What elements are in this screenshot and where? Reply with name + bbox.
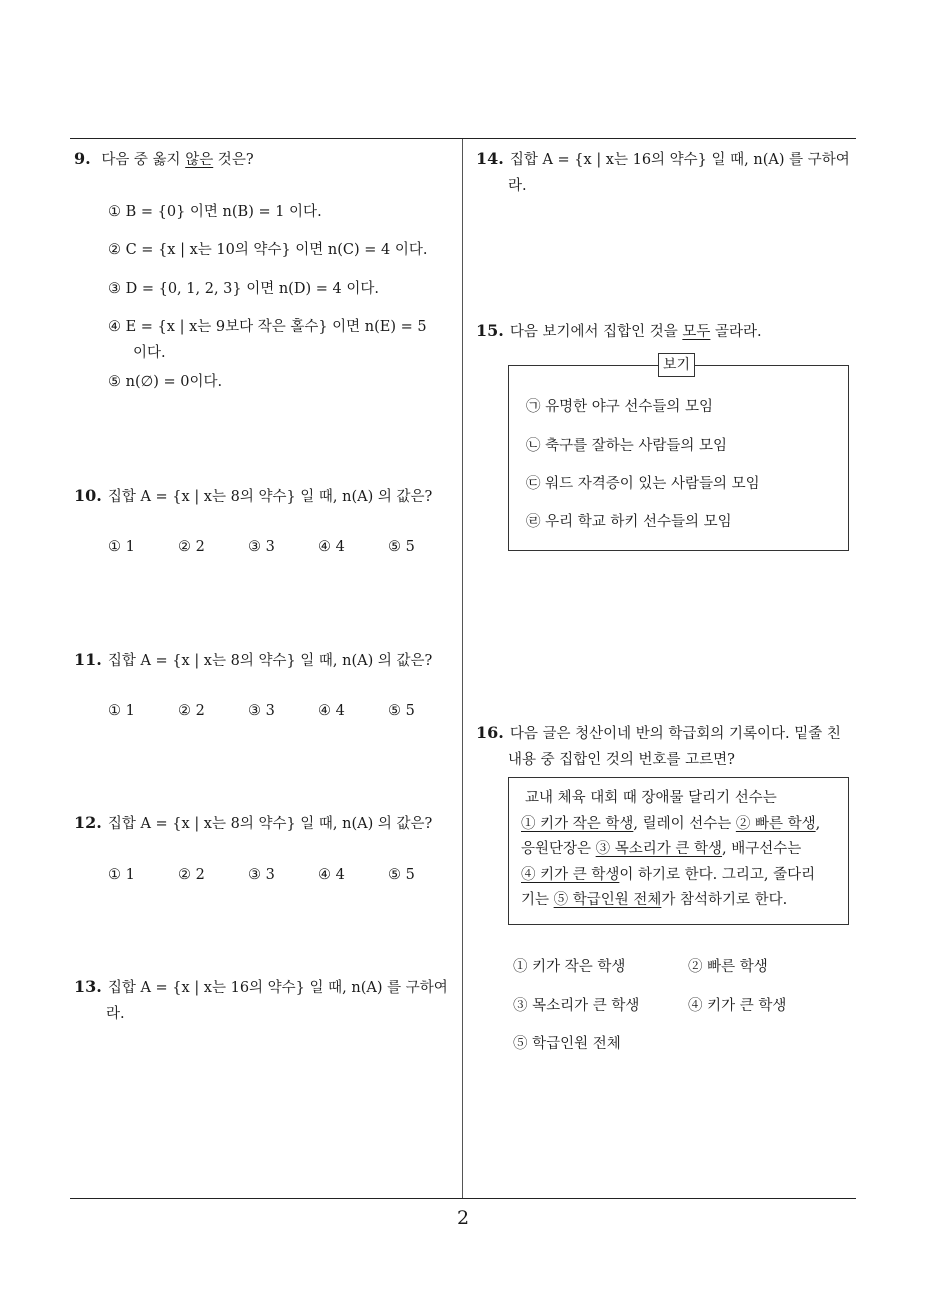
option-3[interactable]: ③ D = {0, 1, 2, 3} 이면 n(D) = 4 이다. bbox=[108, 281, 379, 297]
question-text: 집합 A = {x | x는 16의 약수} 일 때, n(A) 를 구하여 bbox=[107, 980, 448, 996]
option-4[interactable]: ④ 키가 큰 학생 bbox=[688, 998, 787, 1014]
question-text: 집합 A = {x | x는 16의 약수} 일 때, n(A) 를 구하여 bbox=[509, 152, 850, 168]
passage-text: , 릴레이 선수는 bbox=[633, 815, 736, 832]
passage-underlined: ④ 키가 큰 학생 bbox=[521, 866, 620, 883]
option-1[interactable]: ① 1 bbox=[108, 867, 135, 883]
passage-text: 교내 체육 대회 때 장애물 달리기 선수는 bbox=[525, 790, 777, 806]
bogi-item-2: ㉡ 축구를 잘하는 사람들의 모임 bbox=[526, 438, 728, 454]
question-text-underlined: 모두 bbox=[682, 324, 711, 340]
option-5[interactable]: ⑤ n(∅) = 0이다. bbox=[108, 374, 223, 390]
passage-underlined: ③ 목소리가 큰 학생 bbox=[595, 841, 723, 857]
option-3[interactable]: ③ 3 bbox=[248, 539, 275, 555]
option-3[interactable]: ③ 목소리가 큰 학생 bbox=[513, 998, 640, 1014]
passage-underlined: ② 빠른 학생 bbox=[735, 815, 816, 832]
question-15 bbox=[476, 318, 762, 345]
passage-underlined: ① 키가 작은 학생 bbox=[521, 815, 634, 832]
passage-underlined: ⑤ 학급인원 전체 bbox=[553, 892, 662, 908]
option-2[interactable]: ② 2 bbox=[178, 539, 205, 555]
passage-text: 이 하기로 한다. 그리고, 줄다리 bbox=[619, 866, 816, 883]
option-5[interactable]: ⑤ 5 bbox=[388, 703, 415, 719]
passage-text: 응원단장은 bbox=[521, 841, 596, 857]
question-text: 집합 A = {x | x는 8의 약수} 일 때, n(A) 의 값은? bbox=[107, 653, 433, 669]
question-number: 13. bbox=[74, 977, 102, 996]
question-text: 골라라. bbox=[710, 324, 762, 340]
question-11-options bbox=[108, 700, 458, 722]
question-text: 다음 보기에서 집합인 것을 bbox=[509, 324, 683, 340]
question-number: 15. bbox=[476, 321, 504, 340]
option-1[interactable]: ① 1 bbox=[108, 539, 135, 555]
question-text: 다음 글은 청산이네 반의 학급회의 기록이다. 밑줄 친 bbox=[509, 726, 841, 742]
question-text: 다음 중 옳지 bbox=[101, 152, 186, 168]
bogi-item-3: ㉢ 워드 자격증이 있는 사람들의 모임 bbox=[526, 476, 760, 492]
bottom-rule bbox=[70, 1198, 856, 1199]
option-5[interactable]: ⑤ 5 bbox=[388, 867, 415, 883]
passage-text: 기는 bbox=[521, 892, 554, 908]
question-number: 10. bbox=[74, 486, 102, 505]
option-2[interactable]: ② C = {x | x는 10의 약수} 이면 n(C) = 4 이다. bbox=[108, 242, 428, 258]
passage-line bbox=[521, 837, 836, 863]
top-rule bbox=[70, 138, 856, 139]
passage-line bbox=[521, 863, 836, 889]
option-2[interactable]: ② 빠른 학생 bbox=[688, 959, 768, 975]
question-text: 것은? bbox=[213, 152, 254, 168]
question-number: 11. bbox=[74, 650, 102, 669]
page-number: 2 bbox=[456, 1207, 470, 1229]
question-10-options bbox=[108, 536, 458, 558]
passage-box bbox=[508, 777, 849, 925]
question-number: 9. bbox=[74, 149, 91, 168]
passage-line bbox=[521, 888, 836, 914]
passage-text: , 배구선수는 bbox=[722, 841, 802, 857]
question-number: 16. bbox=[476, 723, 504, 742]
question-text-continued: 라. bbox=[508, 178, 527, 194]
question-text: 집합 A = {x | x는 8의 약수} 일 때, n(A) 의 값은? bbox=[107, 816, 433, 832]
question-10 bbox=[74, 483, 432, 510]
question-12-options bbox=[108, 864, 458, 886]
passage-text: 가 참석하기로 한다. bbox=[661, 892, 788, 908]
option-2[interactable]: ② 2 bbox=[178, 703, 205, 719]
question-text-continued: 라. bbox=[106, 1006, 125, 1022]
option-5[interactable]: ⑤ 학급인원 전체 bbox=[513, 1036, 621, 1052]
question-16 bbox=[476, 720, 841, 773]
question-text-underlined: 않은 bbox=[185, 152, 214, 168]
option-4[interactable]: ④ 4 bbox=[318, 539, 345, 555]
passage-text: , bbox=[815, 815, 821, 832]
passage-line bbox=[521, 812, 836, 838]
question-number: 12. bbox=[74, 813, 102, 832]
option-1[interactable]: ① B = {0} 이면 n(B) = 1 이다. bbox=[108, 204, 322, 220]
option-1[interactable]: ① 1 bbox=[108, 703, 135, 719]
option-2[interactable]: ② 2 bbox=[178, 867, 205, 883]
question-number: 14. bbox=[476, 149, 504, 168]
question-14 bbox=[476, 146, 850, 199]
question-12 bbox=[74, 810, 432, 837]
option-3[interactable]: ③ 3 bbox=[248, 703, 275, 719]
option-4[interactable]: ④ 4 bbox=[318, 867, 345, 883]
bogi-item-1: ㉠ 유명한 야구 선수들의 모임 bbox=[526, 399, 714, 415]
option-1[interactable]: ① 키가 작은 학생 bbox=[513, 959, 626, 975]
option-3[interactable]: ③ 3 bbox=[248, 867, 275, 883]
question-text-continued: 내용 중 집합인 것의 번호를 고르면? bbox=[508, 752, 735, 768]
question-9-stem bbox=[74, 146, 254, 173]
option-4[interactable]: ④ E = {x | x는 9보다 작은 홀수} 이면 n(E) = 5 bbox=[108, 319, 427, 335]
option-4-continued: 이다. bbox=[133, 345, 166, 361]
passage-line bbox=[521, 786, 836, 812]
question-11 bbox=[74, 647, 432, 674]
option-5[interactable]: ⑤ 5 bbox=[388, 539, 415, 555]
question-text: 집합 A = {x | x는 8의 약수} 일 때, n(A) 의 값은? bbox=[107, 489, 433, 505]
bogi-label: 보기 bbox=[658, 353, 695, 377]
option-4[interactable]: ④ 4 bbox=[318, 703, 345, 719]
bogi-item-4: ㉣ 우리 학교 하키 선수들의 모임 bbox=[526, 514, 732, 530]
question-13 bbox=[74, 974, 448, 1027]
column-divider bbox=[462, 139, 463, 1199]
question-9 bbox=[74, 146, 254, 173]
